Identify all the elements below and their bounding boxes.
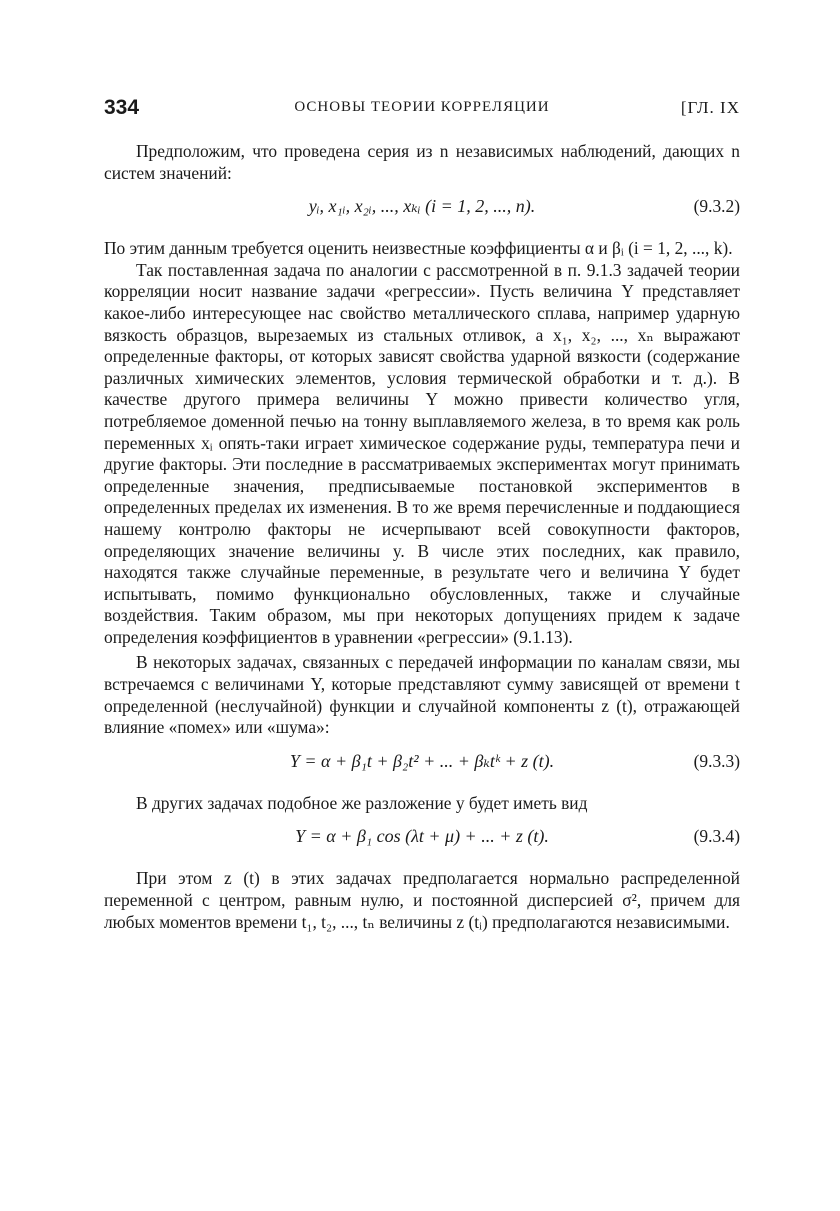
equation-9-3-2 bbox=[104, 184, 740, 228]
equation-formula: yᵢ, x₁ᵢ, x₂ᵢ, ..., xₖᵢ (i = 1, 2, ..., n). bbox=[308, 196, 536, 217]
equation-formula: Y = α + β₁ cos (λt + μ) + ... + z (t). bbox=[295, 826, 549, 847]
paragraph-2: По этим данным требуется оценить неизвестные коэффициенты α и βᵢ (i = 1, 2, ..., k). bbox=[104, 238, 733, 259]
chapter-label: [ГЛ. IX bbox=[680, 98, 740, 117]
page-number: 334 bbox=[104, 96, 140, 119]
equation-number: (9.3.2) bbox=[693, 196, 740, 217]
paragraph-6: При этом z (t) в этих задачах предполагается нормально распределенной переменной с центром, равным нулю, и постоянной дисперсией σ², причем для любых моментов времени t₁, t₂, ..., tₙ величины z (tᵢ) предполагаются независимыми. bbox=[104, 868, 740, 932]
equation-9-3-4 bbox=[104, 814, 740, 858]
paragraph-4: В некоторых задачах, связанных с передачей информации по каналам связи, мы встречаемся с величинами Y, которые представляют сумму зависящей от времени t определенной (неслучайной) функции и случайной компоненты z (t), отражающей влияние «помех» или «шума»: bbox=[104, 652, 740, 738]
paragraph-5: В других задачах подобное же разложение y будет иметь вид bbox=[136, 792, 588, 813]
equation-9-3-3 bbox=[104, 739, 740, 783]
equation-formula: Y = α + β₁t + β₂t² + ... + βₖtᵏ + z (t). bbox=[289, 750, 555, 771]
page-body bbox=[104, 141, 740, 933]
page-header bbox=[104, 96, 740, 120]
equation-number: (9.3.4) bbox=[693, 826, 740, 847]
paragraph-3: Так поставленная задача по аналогии с рассмотренной в п. 9.1.3 задачей теории корреляции носит название задачи «регрессии». Пусть величина Y представляет какое-либо интересующее нас свойство металлического сплава, например ударную вязкость образцов, вырезаемых из стальных отливок, а x₁, x₂, ..., xₙ выражают определенные факторы, от которых зависят свойства ударной вязкости (содержание различных химических элементов, условия термической обработки и т. д.). В качестве другого примера величины Y можно привести количество угля, потребляемое доменной печью на тонну выплавляемого железа, в то время как роль переменных xᵢ опять-таки играет химическое содержание руды, температура печи и другие факторы. Эти последние в рассматриваемых экспериментах могут принимать определенные значения, предписываемые постановкой экспериментов в определенных пределах их изменения. В то же время перечисленные и поддающиеся нашему контролю факторы не исчерпывают всей совокупности факторов, определяющих значение величины y. В числе этих последних, как правило, находятся также случайные переменные, в результате чего и величина Y будет испытывать, помимо функционально обусловленных, также и случайные воздействия. Таким образом, мы при некоторых допущениях придем к задаче определения коэффициентов в уравнении «регрессии» (9.1.13). bbox=[104, 259, 740, 647]
running-title: ОСНОВЫ ТЕОРИИ КОРРЕЛЯЦИИ bbox=[294, 99, 550, 115]
paragraph-1: Предположим, что проведена серия из n независимых наблюдений, дающих n систем значений: bbox=[104, 141, 740, 183]
equation-number: (9.3.3) bbox=[693, 750, 740, 771]
